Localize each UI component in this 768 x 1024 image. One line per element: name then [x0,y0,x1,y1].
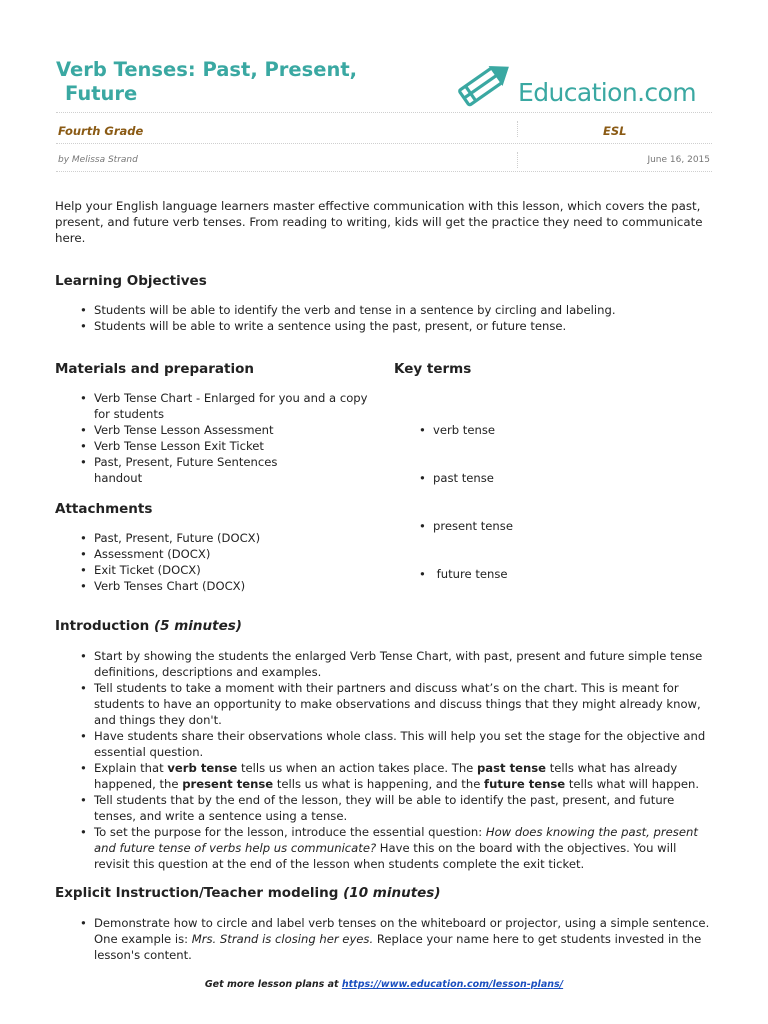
date-label: June 16, 2015 [647,155,710,165]
divider [56,143,712,144]
introduction-title: Introduction [55,618,150,634]
footer [0,979,768,990]
key-terms-heading: Key terms [394,361,472,377]
page-title [56,58,456,106]
subject-label: ESL [603,124,627,138]
attachments-list [55,530,375,594]
title-line-1: Verb Tenses: Past, Present, [56,58,358,81]
list-item: • past tense [394,470,694,486]
list-item: • Verb Tense Lesson Exit Ticket [55,438,375,454]
learning-objectives-list [55,302,715,334]
list-item: • Verb Tense Chart - Enlarged for you and a copy for students [55,390,375,422]
education-com-logo[interactable] [456,56,716,114]
introduction-list [55,648,715,872]
grade-label: Fourth Grade [58,124,144,138]
list-item: • Demonstrate how to circle and label verb tenses on the whiteboard or projector, using a simple sentence. One example is: Mrs. Strand is closing her eyes. Replace your name here to get students invested in the lesson's content. [55,915,715,963]
intro-paragraph: Help your English language learners master effective communication with this lesson, which covers the past, present, and future verb tenses. From reading to writing, kids will get the practice they need to communicate here. [55,199,703,245]
attachments-heading: Attachments [55,501,153,517]
explicit-instruction-title: Explicit Instruction/Teacher modeling [55,885,339,901]
introduction-duration: (5 minutes) [153,618,242,634]
divider [517,152,518,168]
list-item: • Have students share their observations whole class. This will help you set the stage for the objective and essential question. [55,728,715,760]
explicit-instruction-heading [55,885,441,901]
list-item: • Verb Tense Lesson Assessment [55,422,375,438]
explicit-instruction-list [55,915,715,963]
divider [517,121,518,137]
author-label: by Melissa Strand [58,155,138,165]
divider [56,171,712,172]
learning-objectives-heading: Learning Objectives [55,273,207,289]
brand-name: Education.com [518,78,697,107]
key-terms-list [394,390,694,598]
list-item: • verb tense [394,422,694,438]
attachment-link[interactable]: • Past, Present, Future (DOCX) [55,530,375,546]
attachment-link[interactable]: • Assessment (DOCX) [55,546,375,562]
materials-list [55,390,375,486]
list-item: • future tense [394,566,694,582]
list-item: • Past, Present, Future Sentences handout [55,454,294,486]
pencil-logo-icon [456,58,516,110]
list-item: • Explain that verb tense tells us when an action takes place. The past tense tells what has already happened, the present tense tells us what is happening, and the future tense tells what will happen. [55,760,715,792]
divider [56,112,712,113]
attachment-link[interactable]: • Verb Tenses Chart (DOCX) [55,578,375,594]
materials-heading: Materials and preparation [55,361,254,377]
list-item: • Tell students that by the end of the lesson, they will be able to identify the past, present, and future tenses, and write a sentence using a tense. [55,792,715,824]
list-item: • Students will be able to write a sentence using the past, present, or future tense. [55,318,715,334]
lesson-plans-link[interactable]: https://www.education.com/lesson-plans/ [341,979,564,990]
title-line-2: Future [65,82,138,105]
attachment-link[interactable]: • Exit Ticket (DOCX) [55,562,375,578]
list-item: • Students will be able to identify the verb and tense in a sentence by circling and labeling. [55,302,715,318]
list-item: • Start by showing the students the enlarged Verb Tense Chart, with past, present and future simple tense definitions, descriptions and examples. [55,648,715,680]
list-item: • To set the purpose for the lesson, introduce the essential question: How does knowing the past, present and future tense of verbs help us communicate? Have this on the board with the objectives. You will revisit this question at the end of the lesson when students complete the exit ticket. [55,824,715,872]
explicit-instruction-duration: (10 minutes) [343,885,441,901]
list-item: • Tell students to take a moment with their partners and discuss what’s on the chart. This is meant for students to have an opportunity to make observations and discuss things that they might already know, and things they don't. [55,680,715,728]
list-item: • present tense [394,518,694,534]
footer-text: Get more lesson plans at [204,979,342,990]
introduction-heading [55,618,242,634]
